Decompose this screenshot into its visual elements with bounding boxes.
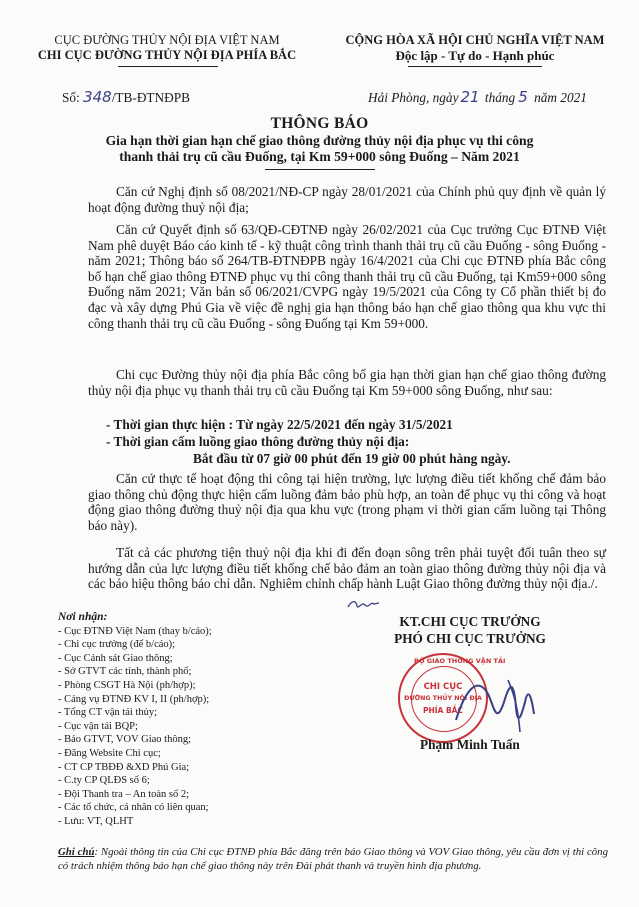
- recipient-item: - Sở GTVT các tỉnh, thành phố;: [58, 666, 192, 678]
- date-year: năm 2021: [534, 90, 587, 105]
- closure-hours: Bắt đầu từ 07 giờ 00 phút đến 19 giờ 00 phút hàng ngày.: [193, 451, 511, 466]
- subject-line-1: Gia hạn thời gian hạn chế giao thông đường thủy nội địa phục vụ thi công: [105, 133, 534, 148]
- paragraph-announcement: Chi cục Đường thủy nội địa phía Bắc công bố gia hạn thời gian hạn chế giao thông đường thủy nội địa phục vụ thanh thải trụ cũ cầu Đuống tại Km 59+000 sông Đuống, như sau:: [88, 367, 606, 398]
- paragraph-legal-basis-2: Căn cứ Quyết định số 63/QĐ-CĐTNĐ ngày 26/02/2021 của Cục trưởng Cục ĐTNĐ Việt Nam phê duyệt Báo cáo kinh tế - kỹ thuật công trình thanh thải trụ cũ cầu Đuống - sông Đuống - năm 2021; Thông báo số 264/TB-ĐTNĐPB ngày 16/4/2021 của Chi cục ĐTNĐ phía Bắc công bố hạn chế giao thông ĐTNĐ phục vụ thi công thanh thải trụ cũ cầu Đuống, tại Km59+000 sông Đuống năm 2021; Văn bản số 06/2021/CVPG ngày 19/5/2021 của Công ty Cổ phần thiết bị đo đạc và xây dựng Phú Gia về việc đề nghị gia hạn thông báo hạn chế giao thông qua khu vực thi công thanh thải trụ cũ cầu Đuống - sông Đuống tại Km 59+000.: [88, 222, 606, 331]
- closure-period-heading: - Thời gian cấm luồng giao thông đường thủy nội địa:: [106, 434, 410, 449]
- handwritten-signature: [448, 668, 548, 738]
- recipient-item: - Đội Thanh tra – An toàn số 2;: [58, 788, 190, 800]
- paragraph-field-control: Căn cứ thực tế hoạt động thi công tại hiện trường, lực lượng điều tiết khống chế đảm bảo giao thông chủ động thực hiện cấm luồng đảm bảo phù hợp, an toàn để phục vụ thi công và hoạt động giao thông đường thuỷ nội địa qua khu vực (trong phạm vi thời gian cấm luồng tại Thông báo này).: [88, 471, 606, 533]
- doc-number-prefix: Số:: [62, 90, 80, 105]
- document-date: [368, 88, 587, 106]
- signatory-authority: KT.CHI CỤC TRƯỞNG: [399, 614, 541, 629]
- nation-name: CỘNG HÒA XÃ HỘI CHỦ NGHĨA VIỆT NAM: [345, 33, 605, 47]
- recipient-item: - Phòng CSGT Hà Nội (ph/hợp);: [58, 679, 196, 691]
- recipient-item: - C.ty CP QLĐS số 6;: [58, 775, 150, 787]
- recipient-item: - Đăng Website Chi cục;: [58, 747, 161, 759]
- doc-number-handwritten: 348: [83, 88, 112, 106]
- date-day-handwritten: 21: [460, 88, 480, 106]
- seal-center-line-1: CHI CỤC: [423, 682, 463, 692]
- seal-ring-text: BỘ GIAO THÔNG VẬN TẢI: [414, 657, 506, 665]
- date-month-handwritten: 5: [518, 88, 528, 106]
- footnote-text: : Ngoài thông tin của Chi cục ĐTNĐ phía Bắc đăng trên báo Giao thông và VOV Giao thông, yêu cầu đơn vị thi công có trách nhiệm thông báo hạn chế giao thông này trên Đài phát thanh và truyền hình địa phương.: [58, 846, 608, 872]
- paragraph-legal-basis-1: Căn cứ Nghị định số 08/2021/NĐ-CP ngày 28/01/2021 của Chính phủ quy định về quản lý hoạt động đường thuỷ nội địa;: [88, 184, 606, 215]
- doc-number-suffix: /TB-ĐTNĐPB: [111, 90, 191, 105]
- seal-center-line-3: PHÍA BẮC: [422, 706, 463, 715]
- national-motto: Độc lập - Tự do - Hạnh phúc: [395, 48, 555, 63]
- recipient-list: [58, 611, 288, 829]
- recipient-item: - Các tổ chức, cá nhân có liên quan;: [58, 802, 209, 814]
- national-heading: [325, 33, 625, 63]
- recipient-item: - Báo GTVT, VOV Giao thông;: [58, 734, 191, 746]
- parent-agency-name: CỤC ĐƯỜNG THỦY NỘI ĐỊA VIỆT NAM: [54, 33, 280, 47]
- subject-line-2: thanh thải trụ cũ cầu Đuống, tại Km 59+000 sông Đuống – Năm 2021: [119, 149, 520, 164]
- recipient-item: - Cảng vụ ĐTNĐ KV I, II (ph/hợp);: [58, 693, 210, 705]
- recipient-item: - Cục ĐTNĐ Việt Nam (thay b/cáo);: [58, 625, 212, 637]
- recipient-item: - CT CP TBĐĐ &XD Phú Gia;: [58, 761, 190, 773]
- signatory-name: Phạm Minh Tuấn: [420, 737, 520, 752]
- seal-center-line-2: ĐƯỜNG THỦY NỘI ĐỊA: [404, 695, 482, 702]
- initial-scribble: [346, 598, 380, 612]
- document-title: THÔNG BÁO: [270, 115, 369, 132]
- agency-name: CHI CỤC ĐƯỜNG THỦY NỘI ĐỊA PHÍA BẮC: [37, 48, 297, 62]
- execution-period: - Thời gian thực hiện : Từ ngày 22/5/2021 đến ngày 31/5/2021: [106, 417, 453, 432]
- date-month-label: tháng: [484, 90, 516, 105]
- recipient-item: - Cục vận tải BQP;: [58, 720, 138, 732]
- paragraph-compliance: Tất cả các phương tiện thuỷ nội địa khi đi đến đoạn sông trên phải tuyệt đối tuân theo sự hướng dẫn của lực lượng điều tiết khống chế bảo đảm an toàn giao thông đường thủy nội địa và các báo hiệu thông báo chỉ dẫn. Nghiêm chỉnh chấp hành Luật Giao thông đường thủy nội địa./.: [88, 545, 606, 592]
- signatory-title: PHÓ CHI CỤC TRƯỞNG: [394, 631, 546, 646]
- date-place: Hải Phòng, ngày: [368, 90, 459, 105]
- recipient-item: - Cục Cảnh sát Giao thông;: [58, 652, 173, 664]
- motto-underline: [408, 66, 542, 67]
- document-subject: [20, 133, 619, 165]
- recipient-item: - Chi cục trưởng (để b/cáo);: [58, 639, 176, 651]
- issuing-agency: [22, 33, 312, 63]
- title-underline: [265, 169, 375, 170]
- recipient-item: - Lưu: VT, QLHT: [58, 815, 134, 827]
- footnote: [58, 846, 608, 873]
- document-number: [62, 88, 190, 106]
- signature-block: [370, 613, 570, 647]
- recipient-heading: Nơi nhận:: [58, 611, 108, 623]
- footnote-label: Ghi chú: [58, 846, 95, 858]
- agency-underline: [118, 66, 218, 67]
- recipient-item: - Tổng CT vận tải thủy;: [58, 707, 158, 719]
